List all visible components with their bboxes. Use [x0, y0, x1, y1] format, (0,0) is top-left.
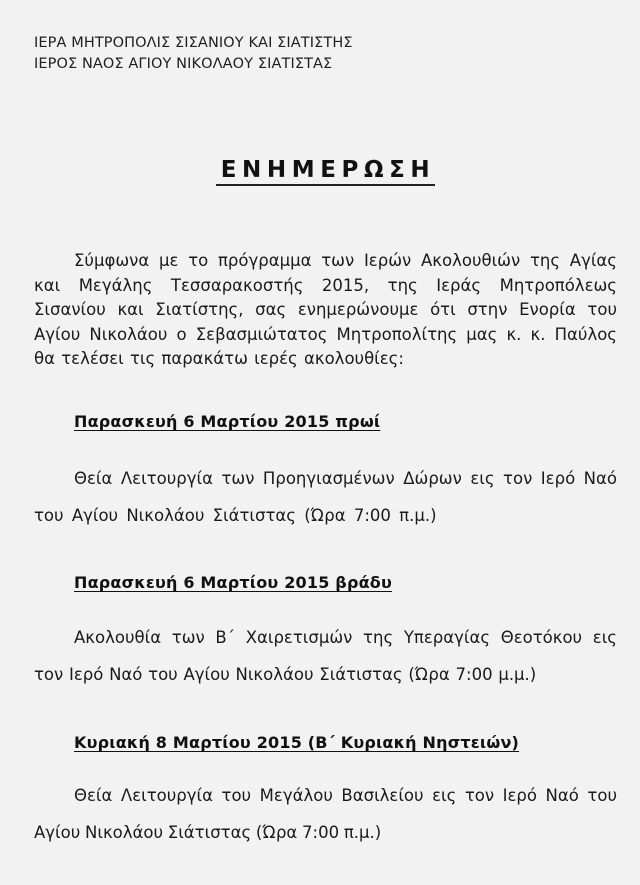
letterhead — [34, 33, 353, 75]
service-heading-2: Παρασκευή 6 Μαρτίου 2015 βράδυ — [74, 573, 393, 592]
service-heading-3: Κυριακή 8 Μαρτίου 2015 (Β΄ Κυριακή Νηστειών) — [74, 733, 520, 752]
service-description-2: Ακολουθία των Β΄ Χαιρετισμών της Υπεραγίας Θεοτόκου εις τον Ιερό Ναό του Αγίου Νικολάου Σιάτιστας (Ώρα 7:00 μ.μ.) — [34, 628, 617, 684]
document-title — [34, 157, 617, 186]
document-title-text: ΕΝΗΜΕΡΩΣΗ — [216, 157, 436, 186]
service-heading-1: Παρασκευή 6 Μαρτίου 2015 πρωί — [74, 412, 381, 431]
service-description-1: Θεία Λειτουργία των Προηγιασμένων Δώρων εις τον Ιερό Ναό του Αγίου Νικολάου Σιάτιστας (Ώρα 7:00 π.μ.) — [34, 469, 617, 525]
intro-paragraph: Σύμφωνα με το πρόγραμμα των Ιερών Ακολουθιών της Αγίας και Μεγάλης Τεσσαρακοστής 2015, της Ιεράς Μητροπόλεως Σισανίου και Σιατίστης, σας ενημερώνουμε ότι στην Ενορία του Αγίου Νικολάου ο Σεβασμιώτατος Μητροπολίτης μας κ. κ. Παύλος θα τελέσει τις παρακάτω ιερές ακολουθίες: — [34, 251, 617, 368]
service-description-3: Θεία Λειτουργία του Μεγάλου Βασιλείου εις τον Ιερό Ναό του Αγίου Νικολάου Σιάτιστας (Ώρα 7:00 π.μ.) — [34, 786, 617, 842]
letterhead-metropolis: ΙΕΡΑ ΜΗΤΡΟΠΟΛΙΣ ΣΙΣΑΝΙΟΥ ΚΑΙ ΣΙΑΤΙΣΤΗΣ — [34, 35, 353, 51]
letterhead-church: ΙΕΡΟΣ ΝΑΟΣ ΑΓΙΟΥ ΝΙΚΟΛΑΟΥ ΣΙΑΤΙΣΤΑΣ — [34, 56, 333, 72]
